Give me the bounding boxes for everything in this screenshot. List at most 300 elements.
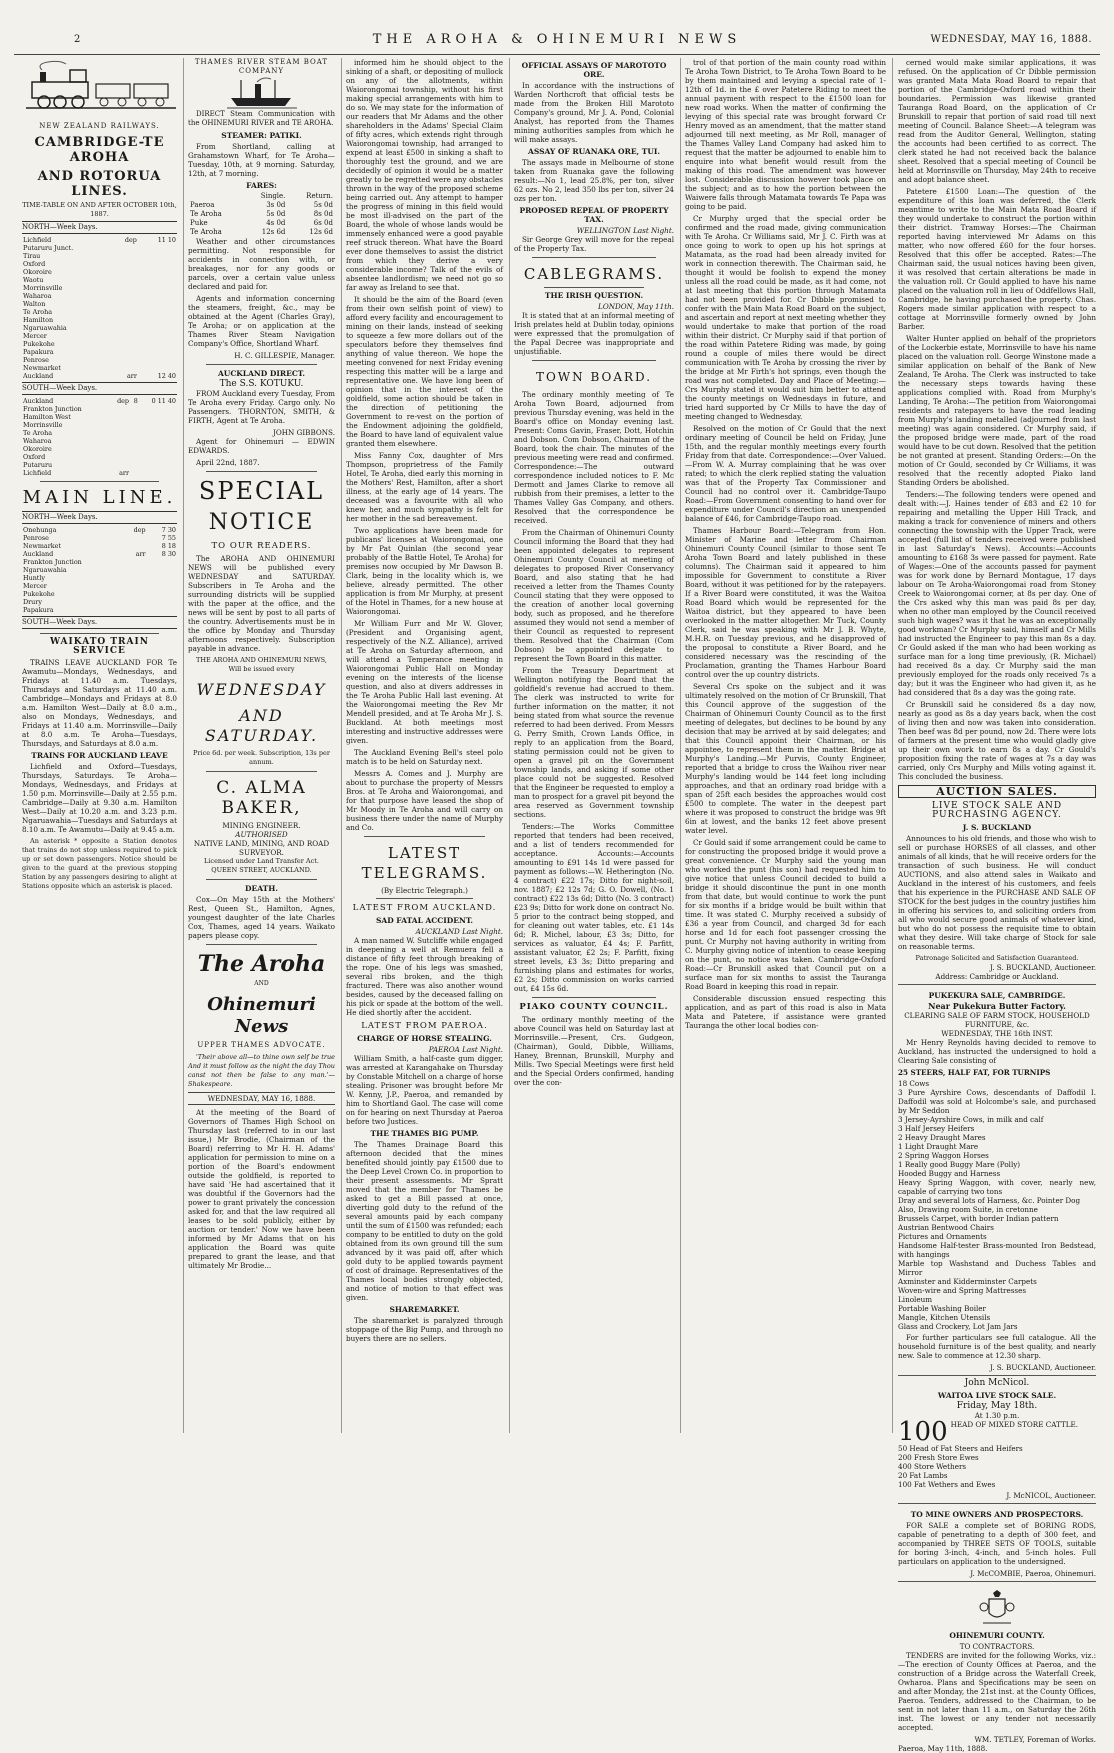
mine-owners-heading: TO MINE OWNERS AND PROSPECTORS. [910, 1510, 1084, 1519]
stock-item: 2 Spring Waggon Horses [898, 1151, 989, 1160]
leader-continued-2: It should be the aim of the Board (even from their own selfish point of view) to afford every facility and encouragement to mining on their lands, instead of seeking to squeeze a few more dollars out of the speculators before they themselves find anything of value thereon. We hope the meeting convened for next Friday evening respecting this matter will be a large and representative one. We have long been of opinion that in the interest of the goldfield, some action should be taken in the direction of petitioning the Government to re-vest on the portion of the Endowment adjoining the goldfield, the Board to have land of equivalent value granted them elsewhere. [346, 295, 503, 448]
piako-continued-6: Cr Gould said if some arrangement could be came to for constructing the proposed bridge it would prove a great convenience. Cr Murphy said the young man who worked the punt (his son) had requested him to give notice that unless Council decided to build a bridge it should discontinue the punt in one month from that date, but would continue to work the punt for six months if a bridge would be built within that time. It was stated C. Murphy received a subsidy of £36 a year from Council, and charged 3d for each horse and 1d for each foot passenger crossing the punt. Cr Murphy not having authority in writing from C. Murphy giving notice of intention to cease keeping on the punt, no notice was taken. Cambridge-Oxford Road:—Cr Brunskill asked that Council put on a surface man for six months to assist the Tauranga Road Board in keeping this road in repair. [685, 838, 886, 991]
table-cell [141, 284, 177, 292]
alma-baker-services: NATIVE LAND, MINING, AND ROAD SURVEYOR. [193, 839, 330, 857]
horse-stealing-text: William Smith, a half-caste gum digger, was arrested at Karangahake on Thursday by Constable Mitchell on a charge of horse stealing. Prisoner was brought before Mr W. Kenny, J.P., Paeroa, and remanded by him to Shortland Gaol. The case will come on for hearing on next Thursday at Paeroa before two Justices. [346, 1054, 503, 1126]
table-cell [150, 566, 177, 574]
table-cell [130, 421, 139, 429]
main-timetable-row [22, 558, 177, 566]
kotuku-text: FROM Auckland every Tuesday, From Te Aroha every Friday. Cargo only. No Passengers. THORNTON, SMITH, & FIRTH, Agent at Te Aroha. [188, 389, 335, 425]
table-cell: Papakura [23, 606, 54, 614]
piako-council-heading: PIAKO COUNTY COUNCIL. [519, 1002, 669, 1012]
stock-item: Axminster and Kidderminster Carpets [898, 1277, 1037, 1286]
south-timetable-row [22, 445, 177, 453]
north-timetable-row [22, 244, 177, 252]
table-cell [150, 558, 177, 566]
piako-continued-3: Resolved on the motion of Cr Gould that the next ordinary meeting of Council be held on Friday, June 15th, and the regular monthly meetings every fourth Friday from that date. Correspondence:—Over Valued.—From W. A. Murray complaining that he was over rated; to which the clerk replied stating the valuation was that of the Property Tax Commissioner and Council had no control over it. Cambridge-Taupo Road:—From Government consenting to hand over for expenditure under Council's direction an unexpended balance of £46, for Cambridge-Taupo road. [685, 424, 886, 523]
table-cell [110, 437, 130, 445]
page-number: 2 [74, 34, 81, 45]
piako-continued-5: Several Crs spoke on the subject and it was ultimately resolved on the motion of Cr Brunskill, That this Council approve of the suggestion of the Chairman of Ohinemuri County Council as to the first meeting of delegates, but declines to be bound by any decision that may be arrived at by said delegates; and that this Council appoint their Chairman, or his appointee, to represent them in the matter. Bridge at Murphy's Landing.—Mr Purvis, County Engineer, reported that a bridge to cross the Waihou river near Murphy's landing would be 144 feet long including approaches, and that an ordinary road bridge with a span of 25ft each besides the approaches would cost £500 to complete. The water in the deepest part where it was proposed to construct the bridge was 9ft 6in at lowest, and the banks 12 feet above present water level. [685, 682, 886, 835]
news-item-licenses: Two applications have been made for publicans' licenses at Waiorongomai, one by Mr Pat Quinlan (the second year probably of the Battle Hotel, Te Aroha) for premises now occupied by Mr Dawson B. Clark, being in the locality which is, we believe, already permitted. The other application is from Mr Murphy, at present of the Hotel in Thames, for a new house at Waiorongomai. [346, 526, 503, 616]
table-cell [141, 268, 177, 276]
piako-continued-b: Patetere £1500 Loan:—The question of the expenditure of this loan was deferred, the Clerk meantime to write to the Main Mata Road Board if they would undertake to construct the portion within their district. Tramway Horses:—The Chairman reported having interviewed Mr Adams on this matter, who now offered £60 for the four horses. Resolved that this offer be accepted. Rates:—The Chairman said, the usual notices having been given, it was resolved that certain alterations be made in the valuation roll. Cr Gould applied to have his name placed on the valuation roll in lieu of Oddfellows Hall, Cambridge, he having purchased the property. Chas. Rogers made similar application with respect to a cottage at Morrinsville formerly owned by John Barber. [898, 187, 1096, 331]
paper-logo-aroha: The Aroha [197, 951, 326, 977]
buckland-signature-2: J. S. BUCKLAND, Auctioneer. [989, 1363, 1096, 1372]
waikato-text: TRAINS LEAVE AUCKLAND FOR Te Awamutu—Mondays, Wednesdays, and Fridays at 11.40 a.m. Tuesdays, Thursdays and Saturdays at 11.40 a.m. Cambridge—Mondays and Fridays at 8.0 a.m. Hamilton West—Daily at 8.0 a.m., also on Mondays, Wednesdays, and Fridays at 11.40 a.m. Morrinsville—Daily at 8.0 a.m. Te Aroha—Tuesdays, Thursdays, and Saturdays at 8.0 a.m. [22, 658, 177, 748]
irish-question-heading: THE IRISH QUESTION. [544, 291, 644, 300]
auction-sales-heading: AUCTION SALES. [898, 785, 1096, 798]
table-cell: Auckland [23, 550, 54, 558]
north-timetable-row [22, 348, 177, 356]
leader-date: WEDNESDAY, MAY 16, 1888. [188, 1092, 335, 1105]
north-timetable-row [22, 236, 177, 244]
steamboat-subtitle: DIRECT Steam Communication with the OHINEMURI RIVER and TE AROHA. [188, 110, 335, 127]
newspaper-title: THE AROHA & OHINEMURI NEWS [372, 32, 742, 47]
table-cell: 7 55 [161, 534, 176, 542]
column-2 [188, 58, 342, 1433]
north-timetable-row [22, 252, 177, 260]
table-cell [130, 413, 139, 421]
north-timetable-row [22, 316, 177, 324]
buckland-text: Announces to his old friends, and those who wish to sell or purchase HORSES of all classes, and other animals of all kinds, that he will receive orders for the transaction of such business. He will conduct AUCTIONS, and also attend sales in Waikato and Auckland in the interest of his customers, and feels that his experience in the PURCHASE AND SALE OF STOCK for the best judges in the country justifies him in offering his services to, and soliciting orders from all who would secure good animals of whatever kind, but who do not possess the requisite time to obtain what they desire. Will take charge of Stock for sale on reasonable terms. [898, 834, 1097, 951]
table-cell [141, 356, 177, 364]
cattle-item: 400 Store Wethers [898, 1462, 967, 1471]
table-cell: 7 30 [161, 526, 176, 534]
stock-item: Linoleum [898, 1295, 933, 1304]
town-board-heading: TOWN BOARD. [535, 370, 653, 384]
table-cell: Auckland [23, 397, 54, 405]
table-cell: arr [126, 372, 137, 380]
saturday-heading: AND SATURDAY. [204, 706, 319, 745]
piako-continued-a: cerned would make similar applications, it was refused. On the application of Cr Dibble permission was granted Mata Mata Road Board to repair that portion of the Cambridge-Oxford road within their boundaries. Permission was likewise granted Tauranga Road Board, on the application of Cr Brunskill to repair that portion of said road till next meeting of Council. Balance Sheet:—A telegram was read from the Auditor General, Wellington, stating the accounts had been certified to as correct. The clerk stated he had not received back the balance sheet. Resolved that a special meeting of Council be held at Morrinsville on Thursday, May 24th to receive and adopt balance sheet. [898, 58, 1096, 184]
south-timetable-row [22, 421, 177, 429]
alma-baker-title: MINING ENGINEER. [222, 821, 301, 830]
horse-stealing-heading: CHARGE OF HORSE STEALING. [357, 1034, 492, 1043]
table-cell: Puke [190, 219, 208, 227]
coat-of-arms-icon [977, 1589, 1017, 1627]
table-cell [123, 582, 146, 590]
paeroa-dateline: PAEROA Last Night. [428, 1045, 503, 1054]
table-cell [139, 445, 177, 453]
table-cell: Lichfield [23, 469, 52, 477]
property-tax-text: Sir George Grey will move for the repeal of the Property Tax. [514, 235, 674, 253]
table-cell: 12 40 [157, 372, 176, 380]
alma-address: QUEEN STREET, AUCKLAND. [211, 866, 312, 874]
mccombie-signature: J. McCOMBIE, Paeroa, Ohinemuri. [970, 1569, 1096, 1578]
locomotive-icon [26, 60, 176, 116]
latest-from-auckland: LATEST FROM AUCKLAND. [352, 903, 497, 913]
table-cell [141, 308, 177, 316]
table-cell: Mercer [23, 582, 47, 590]
south-timetable-row [22, 469, 177, 477]
stock-item: Heavy Spring Waggon, with cover, nearly new, capable of carrying two tons [898, 1178, 1096, 1196]
ruanaka-assay-heading: ASSAY OF RUANAKA ORE, TUI. [528, 147, 660, 156]
table-cell: Waotu [23, 276, 44, 284]
north-timetable-row [22, 268, 177, 276]
stock-item: Dray and several lots of Harness, &c. Pointer Dog [898, 1196, 1081, 1205]
table-cell [141, 252, 177, 260]
news-item-alliance: Mr William Furr and Mr W. Glover, (President and Organising agent, respectively of the N.Z. Alliance), arrived at Te Aroha on Saturday afternoon, and will attend a Temperance meeting in Waiorongomai Public Hall on Monday evening on the interests of the license question, and also at divers addresses in the Te Aroha Public Hall last evening. At the Waiorongomai meeting the Rev Mr Mendell presided, and at Te Aroha Mr J. S. Buckland. At both meetings most interesting and instructive addresses were given. [346, 619, 503, 745]
table-cell: 3s 0d [266, 201, 286, 209]
table-cell [141, 348, 177, 356]
notice-heading: NOTICE [208, 510, 315, 535]
table-cell: Waharoa [23, 437, 52, 445]
auckland-trains-text: Lichfield and Oxford—Tuesdays, Thursdays, Saturdays. Te Aroha—Mondays, Wednesdays, and Fridays at 1.50 p.m. Morrinsville—Daily at 2.55 p.m. Cambridge—Daily at 9.30 a.m. Hamilton West—Daily at 10.20 a.m. and 3.23 p.m. Ngaruawahia—Tuesdays and Saturdays at 8.10 a.m. Te Awamutu—Daily at 9.45 a.m. [22, 762, 177, 834]
column-3 [346, 58, 510, 1433]
north-timetable-row [22, 300, 177, 308]
waikato-train-service-heading: WAIKATO TRAIN SERVICE [50, 637, 149, 656]
table-cell [130, 461, 139, 469]
weather-note: Weather and other circumstances permitting. Not responsible for accidents in connection with, or breakages, nor for any goods or parcels, over a certain value unless declared and paid for. [188, 237, 335, 291]
table-cell [139, 469, 177, 477]
price-note: Price 6d. per week. Subscription, 13s per annum. [193, 749, 330, 766]
mixed-store-cattle: HEAD OF MIXED STORE CATTLE. [950, 1420, 1079, 1429]
paper-motto: 'Their above all—to thine own self be true And it must follow as the night the day Thou canst not then be false to any man.'—Shakespeare. [188, 1053, 335, 1088]
table-cell [113, 308, 137, 316]
livestock-agency-heading: LIVE STOCK SALE AND PURCHASING AGENCY. [931, 801, 1063, 820]
stock-item: 3 Half Jersey Heifers [898, 1124, 975, 1133]
table-cell: Penrose [23, 356, 49, 364]
table-cell: Drury [23, 598, 42, 606]
south-week-days-header: SOUTH—Week Days. [22, 382, 177, 395]
stock-items-list [898, 1079, 1096, 1331]
column-5 [685, 58, 893, 1433]
mcnicol-signature: J. McNICOL, Auctioneer. [1006, 1491, 1096, 1500]
south-timetable-row [22, 437, 177, 445]
clearing-sale-heading: CLEARING SALE OF FARM STOCK, HOUSEHOLD FURNITURE, &c. [904, 1011, 1090, 1029]
agent-note: Agents and information concerning the steamers, freight, &c., may be obtained at the Agent (Charles Gray), Te Aroha; or on application at the Thames River Steam Navigation Company's Office, Shortland Wharf. [188, 294, 335, 348]
table-cell: Frankton Junction [23, 405, 82, 413]
table-cell [141, 292, 177, 300]
stock-item: Hooded Buggy and Harness [898, 1169, 1001, 1178]
table-cell: Penrose [23, 534, 49, 542]
tenders-text: TENDERS are invited for the following Works, viz.:—The erection of County Offices at Paeroa, and the construction of a Bridge across the Waterfall Creek, Owharoa. Plans and Specifications may be seen on and after Monday, the 21st inst. at the County Offices, Paeroa. Tenders, addressed to the Chairman, to be sent in not later than 11 a.m., on Saturday the 26th inst. The lowest or any tender not necessarily accepted. [898, 1651, 1097, 1732]
sharemarket-heading: SHAREMARKET. [389, 1305, 460, 1314]
north-timetable-row [22, 260, 177, 268]
table-cell: arr [135, 550, 146, 558]
stock-item: Marble top Washstand and Duchess Tables and Mirror [898, 1259, 1096, 1277]
property-tax-heading: PROPOSED REPEAL OF PROPERTY TAX. [519, 206, 669, 224]
table-cell: dep [124, 236, 137, 244]
cattle-items-list [898, 1444, 1096, 1489]
stock-item: Pictures and Ornaments [898, 1232, 987, 1241]
town-board-text-2: From the Chairman of Ohinemuri County Council informing the Board that they had been appointed delegates to represent Ohinemuri County Council at meeting of delegates to proposed River Conservancy Board, and also stating that he had received a letter from the Thames County Council stating that they were opposed to the creation of another local governing body, such as proposed, and he therefore assumed they would not send a member of their Council as requested to represent them. Resolved that the Chairman (Com Dobson) be appointed delegate to represent the Town Board in this matter. [514, 528, 674, 663]
table-cell: Oxford [23, 453, 46, 461]
trains-for-auckland-heading: TRAINS FOR AUCKLAND LEAVE [31, 751, 168, 760]
ohinemuri-county-heading: OHINEMURI COUNTY. [949, 1631, 1045, 1640]
leader-text: At the meeting of the Board of Governors of Thames High School on Thursday last (referred to in our last issue,) Mr Brodie, (Chairman of the Board) referring to Mr H. H. Adams' application for permission to mine on a portion of the Board's endowment outside the goldfield, is reported to have said 'He had ascertained that it was doubtful if the Governors had the power to grant privately the concession asked for, and that the law required all leases to be sold publicly, either by auction or tender.' Now we have been informed by Mr Adams that on his application the Board was quite prepared to grant the lease, and that ultimately Mr Brodie... [188, 1108, 335, 1270]
main-timetable-row [22, 574, 177, 582]
table-cell: Paeroa [190, 201, 215, 209]
north-timetable-row [22, 340, 177, 348]
agent-date: April 22nd, 1887. [196, 458, 260, 467]
table-cell [139, 437, 177, 445]
table-cell: Pukekohe [23, 590, 55, 598]
table-cell: Putaruru [23, 461, 53, 469]
fares-table: Single. Return. Paeroa 3s 0d 5s 0d Te Aroha 5s 0d 8s 0d Puke 4s 0d 6s 0d Te Aroha 12s 6d 12s 6d [190, 192, 333, 236]
table-cell: dep [133, 526, 146, 534]
boring-rods-text: FOR SALE a complete set of BORING RODS, capable of penetrating to a depth of 300 feet, and accompanied by THREE SETS OF TOOLS, suitable for boring 3-inch, 4-inch, and 5-inch holes. Full particulars on application to the undersigned. [898, 1521, 1096, 1566]
notice-text: The AROHA AND OHINEMURI NEWS will be published every WEDNESDAY and SATURDAY. Subscribers in Te Aroha and the surrounding districts will be supplied with the paper at the office, and the news will be sent by post to all parts of the country. Advertisements must be in the office by Monday and Thursday afternoons respectively. Subscription payable in advance. [188, 554, 335, 653]
table-cell [113, 260, 137, 268]
cablegrams-heading: CABLEGRAMS. [523, 265, 665, 283]
table-cell [141, 300, 177, 308]
table-cell: Onehunga [23, 526, 57, 534]
big-pump-text: The Thames Drainage Board this afternoon decided that the mines benefited should jointly pay £1500 due to the Deep Level Crown Co. in proportion to their present assessments. Mr Spratt moved that the member for Thames be asked to get a Bill passed at once, diverting gold duty to the refund of the several amounts paid by each company until the sum of £1500 was refunded; each company to be entitled to duty on the gold obtained from its own ground till the sum advanced by it was paid off, after which gold duty to be applied towards payment of cost of drainage. Representatives of the Thames local bodies strongly objected, and notice of motion to that effect was given. [346, 1140, 503, 1302]
table-cell: Walton [23, 300, 46, 308]
tetley-signature: WM. TETLEY, Foreman of Works. [974, 1735, 1096, 1744]
big-pump-heading: THE THAMES BIG PUMP. [370, 1129, 479, 1138]
south-timetable-row [22, 413, 177, 421]
steamer-icon [227, 76, 297, 110]
column-6 [898, 58, 1102, 1753]
table-cell [150, 598, 177, 606]
table-cell [130, 429, 139, 437]
table-cell [110, 445, 130, 453]
main-timetable-row [22, 598, 177, 606]
wednesday-heading: WEDNESDAY [196, 680, 327, 699]
south-timetable-row [22, 453, 177, 461]
table-cell: Tirau [23, 252, 41, 260]
ohinemuri-agent: Agent for Ohinemuri — EDWIN EDWARDS. [188, 437, 335, 455]
table-cell: 8 [133, 397, 138, 405]
table-cell: arr [119, 469, 130, 477]
table-cell: 6s 0d [313, 219, 333, 227]
butter-factory-line: Near Pukekura Butter Factory. [928, 1001, 1066, 1011]
table-cell [139, 413, 177, 421]
cattle-item: 100 Fat Wethers and Ewes [898, 1480, 996, 1489]
table-cell: Morrinsville [23, 284, 63, 292]
cattle-item: 50 Head of Fat Steers and Heifers [898, 1444, 1023, 1453]
town-board-text-3: From the Treasury Department at Wellington notifying the Board that the goldfield's revenue had accrued to them. The clerk was instructed to write for further information on the matter, it not being stated from what source the revenue referred to had been derived. From Messrs G. Perry Smith, Crown Lands Office, in reply to an application from the Board, stating permission could not be given to open a gravel pit on the Government township lands, and asking if some other place could not be suggested. Resolved that the Engineer be requested to employ a man to prospect for a gravel pit beyond the area reserved as Government township sections. [514, 666, 674, 819]
table-cell [110, 405, 130, 413]
table-cell [113, 324, 137, 332]
table-cell: Okoroire [23, 268, 52, 276]
stock-item: 3 Jersey-Ayrshire Cows, in milk and calf [898, 1115, 1044, 1124]
table-cell: Okoroire [23, 445, 52, 453]
table-cell [113, 268, 137, 276]
table-cell [141, 316, 177, 324]
piako-continued-4: Thames Harbour Board:—Telegram from Hon. Minister of Marine and letter from Chairman Ohinemuri County Council (similar to those sent Te Aroha Town Board and lately published in these columns). The Chairman said it appeared to him impossible for Government to constitute a River Board, without it was petitioned for by the ratepayers. If a River Board were constituted, it was the Waitoa Road Board which would be represented for the Waitoa district, but they appeared to have been overlooked in the matter altogether. Mr Tuck, County Clerk, said he was speaking with Mr J. B. Whyte, M.H.R. on Tuesday previous, and he disapproved of the proposal to constitute a River Board, and he considered necessary was the rescinding of the Proclamation, granting the Thames Harbour Board control over the up country districts. [685, 526, 886, 679]
table-cell [113, 292, 137, 300]
waitoa-sale-time: At 1.30 p.m. [974, 1411, 1020, 1420]
main-line-header: MAIN LINE. [22, 487, 177, 508]
telegrams-subhead: (By Electric Telegraph.) [381, 886, 468, 895]
south-timetable [22, 397, 177, 477]
north-timetable-row [22, 372, 177, 380]
table-cell: Te Aroha [23, 308, 53, 316]
stock-item: 3 Pure Ayrshire Cows, descendants of Daffodil I. Daffodil was sold at Holcombe's sale, and purchased by Mr Seddon [898, 1088, 1096, 1115]
mcnicol-name: John McNicol. [964, 1378, 1030, 1388]
table-cell [139, 461, 177, 469]
table-cell: 8 18 [161, 542, 176, 550]
main-timetable-row [22, 550, 177, 558]
table-cell [150, 574, 177, 582]
alma-baker-name: C. ALMA BAKER, [216, 778, 307, 818]
table-cell [123, 598, 146, 606]
column-4 [514, 58, 681, 1433]
table-cell [139, 429, 177, 437]
stock-item: Austrian Bentwood Chairs [898, 1223, 994, 1232]
table-cell: Newmarket [23, 542, 61, 550]
sad-accident-heading: SAD FATAL ACCIDENT. [375, 916, 474, 925]
published-line: THE AROHA AND OHINEMURI NEWS, [196, 656, 327, 664]
main-north-header: NORTH—Week Days. [22, 511, 177, 524]
table-cell [130, 453, 139, 461]
auckland-dateline: AUCKLAND Last Night. [415, 927, 503, 936]
main-timetable-row [22, 582, 177, 590]
table-cell: 5s 0d [313, 201, 333, 209]
south-timetable-row [22, 397, 177, 405]
town-board-text: The ordinary monthly meeting of Te Aroha Town Board, adjourned from previous Thursday evening, was held in the Board's office on Monday evening last. Present: Coms Gavin, Fraser, Dott, Hotchin and Dobson. Com Dobson, Chairman of the Board, took the chair. The minutes of the previous meeting were read and confirmed. Correspondence:—The outward correspondence included notices to F. Mc Dermott and James Clarke to remove all rubbish from their premises, a letter to the Thames Valley Gas Company, and others. Resolved that the correspondence be received. [514, 390, 674, 525]
table-cell: dep [117, 397, 130, 405]
north-timetable-row [22, 324, 177, 332]
table-cell [113, 316, 137, 324]
upper-thames-advocate: UPPER THAMES ADVOCATE. [197, 1041, 326, 1049]
table-cell [141, 332, 177, 340]
wellington-dateline: WELLINGTON Last Night. [576, 226, 674, 235]
cattle-item: 20 Fat Lambs [898, 1471, 948, 1480]
table-cell: Mercer [23, 332, 47, 340]
table-cell: Putaruru Junct. [23, 244, 74, 252]
table-cell: Te Aroha [23, 429, 53, 437]
paper-logo-ohinemuri: Ohinemuri News [207, 994, 316, 1037]
table-cell [139, 421, 177, 429]
piako-continued-c: Walter Hunter applied on behalf of the proprietors of the Lockerbie estate, Morrinsville to have his name placed on the valuation roll. George Winstone made a similar application on behalf of the Bank of New Zealand, Te Aroha. The Clerk was instructed to take the necessary steps towards having these applications complied with. Road from Murphy's Landing, Te Aroha:—The petition from Waiorongomai residents and ratepayers to have the road leading from Murphy's landing metalled (adjourned from last meeting) was again considered. Cr Murphy said, if the proposed bridge were made, part of the road would have to be cut down. Resolved that the petition be not granted at present. Standing Orders:—On the motion of Cr Gould, seconded by Cr Williams, it was resolved that the recently adopted Piako land Standing Orders be abolished. [898, 334, 1096, 487]
table-cell [113, 364, 137, 372]
north-timetable-row [22, 284, 177, 292]
north-timetable-row [22, 356, 177, 364]
table-cell: 8 30 [161, 550, 176, 558]
paper-logo-and: AND [254, 980, 269, 987]
waitoa-sale-heading: WAITOA LIVE STOCK SALE. [937, 1391, 1057, 1400]
kotuku-name: The S.S. KOTUKU. [219, 379, 304, 389]
table-cell [113, 340, 137, 348]
timetable-note: TIME-TABLE ON AND AFTER OCTOBER 10th, 1887. [22, 201, 177, 218]
piako-continued-2: Cr Murphy urged that the special order be confirmed and the road made, giving communication with Te Aroha. Cr Williams said, Mr J. C. Firth was at once going to work to open up his hot springs at Matamata, as the road had been already invited for work in connection therewith. The Chairman said, he thought it would be foolish to expend the money unless all the road could be made, as it had come, not at last meeting that this portion through Matamata had not been provided for. Cr Dibble promised to confer with the Main Mata Road Board on the subject, and ascertain and report at next meeting whether they would undertake to make that portion of the road within their district. Cr Murphy said if that portion of the road within Patetere Riding was made, by going round a couple of miles there would be direct communication with Te Aroha by crossing the river by the bridge at Mr Firth's hot springs, even though the road was not completed. Day and Place of Meeting:—Crs Murphy stated it would suit him better to attend the county meetings on Wednesdays in future, and tried hard supported by Cr Mills to have the day of meeting changed to Wednesday. [685, 214, 886, 421]
north-timetable-row [22, 308, 177, 316]
to-readers-heading: TO OUR READERS. [211, 541, 312, 551]
table-cell: 12s 6d [261, 228, 286, 236]
fare-row [188, 228, 335, 237]
steamboat-company-name: THAMES RIVER STEAM BOAT COMPANY [194, 58, 329, 75]
table-cell [123, 542, 146, 550]
marototo-assays-heading: OFFICIAL ASSAYS OF MAROTOTO ORE. [521, 61, 667, 79]
table-cell [141, 276, 177, 284]
asterisk-footnote: An asterisk * opposite a Station denotes that trains do not stop unless required to pick up or set down passengers. Notice should be given to the guard at the previous stopping Station by any passengers desiring to alight at Stations opposite which an asterisk is placed. [22, 837, 177, 890]
stock-item: Portable Washing Boiler [898, 1304, 986, 1313]
table-cell [123, 606, 146, 614]
main-timetable-row [22, 526, 177, 534]
tetley-date: Paeroa, May 11th, 1888. [898, 1744, 988, 1753]
stock-item: Glass and Crockery, Lot Jam Jars [898, 1322, 1018, 1331]
table-cell: Frankton Junction [23, 558, 82, 566]
stock-item: Handsome Half-tester Brass-mounted Iron Bedstead, with hangings [898, 1241, 1096, 1259]
table-cell: Hamilton [23, 316, 54, 324]
table-cell [150, 606, 177, 614]
stock-item: Woven-wire and Spring Mattresses [898, 1286, 1027, 1295]
table-cell [113, 348, 137, 356]
pukekura-sale-heading: PUKEKURA SALE, CAMBRIDGE. [928, 991, 1066, 1000]
railway-headline-1: CAMBRIDGE-TE AROHA [34, 135, 165, 165]
gillespie-signature: H. C. GILLESPIE, Manager. [234, 351, 335, 360]
table-cell [113, 276, 137, 284]
table-cell [110, 461, 130, 469]
fares-heading: FARES: [246, 181, 277, 190]
table-cell [141, 324, 177, 332]
sale-intro: Mr Henry Reynolds having decided to remove to Auckland, has instructed the undersigned to hold a Clearing Sale consisting of [898, 1038, 1096, 1065]
table-cell [139, 405, 177, 413]
table-cell [110, 453, 130, 461]
main-timetable-row [22, 606, 177, 614]
table-cell: Newmarket [23, 364, 61, 372]
railways-caption: NEW ZEALAND RAILWAYS. [39, 122, 160, 130]
alma-authorised: AUTHORISED [235, 830, 288, 839]
news-item-polo: The Auckland Evening Bell's steel polo match is to be held on Saturday next. [346, 748, 503, 766]
death-notice: Cox—On May 15th at the Mothers' Rest, Queen St., Hamilton, Agnes, youngest daughter of the late Charles Cox, Thames, aged 14 years. Waikato papers please copy. [188, 895, 335, 940]
news-item-murphy: Messrs A. Comes and J. Murphy are about to purchase the property of Messrs Bros. at Te Aroha and Waiorongomai, and for that purpose have leased the shop of Mr Moody in Te Aroha and will carry on business there under the name of Murphy and Co. [346, 769, 503, 832]
latest-from-paeroa: LATEST FROM PAEROA. [361, 1021, 488, 1031]
leader-continued: informed him he should object to the sinking of a shaft, or depositing of mullock on any of the allotments, within Waiorongomai township, without his first making special arrangements with him to do so. We may state for the information of our readers that Mr Adams and the other shareholders in the Adams' Special Claim of fifty acres, which extends right through Waiorongomai township, had arranged to expend at least £500 in sinking a shaft to thoroughly test the ground, and we are decidedly of opinion it would be a matter greatly to be regretted were any obstacles thrown in the way of the proposed scheme being carried out. Any attempt to hamper the progress of mining in this field would be most ill-advised on the part of the Board, the whole of whose lands would be immensely enhanced were a good payable reef struck thereon. What have the Board ever done themselves to assist the district from which they derive a very considerable income? Talk of the evils of absentee landlordism; we need not go so far away as Ireland to see that. [346, 58, 503, 292]
masthead [14, 30, 1100, 55]
table-cell: 12s 6d [309, 228, 333, 236]
south-timetable-row [22, 461, 177, 469]
south-timetable-row [22, 429, 177, 437]
north-timetable-row [22, 332, 177, 340]
table-cell: Morrinsville [23, 421, 63, 429]
stock-item: 1 Really good Buggy Mare (Polly) [898, 1160, 1021, 1169]
table-cell [123, 558, 146, 566]
railway-headline-2: AND ROTORUA LINES. [37, 169, 162, 199]
steamer-heading: STEAMER: PATIKI. [221, 131, 302, 140]
waitoa-sale-date: Friday, May 18th. [956, 1401, 1038, 1411]
north-timetable-row [22, 292, 177, 300]
table-cell [123, 534, 146, 542]
piako-continued-d: Tenders:—The following tenders were opened and dealt with:—J. Haines tender of £83 and £2 10 for repairing and metalling the Upper Hill Track, and making a track for convenience of miners and others connecting the township with the Upper Track, were accepted (full list of tenders received were published in last Saturday's News). Accounts:—Accounts amounting to £168 3s were passed for payment. Rate of Wages:—One of the accounts passed for payment was for work done by Bernard Montague, 17 days labour on Te Aroha-Waiorongomai road from Stoney Creek to Waiorongomai corner, at 8s per day. One of the Crs asked why this man was paid 8s per day, when no other man employed by the Council received such high wages? was it that he was an exceptionally good workman? Cr Murphy said, himself and Cr Mills had instructed the Engineer to pay this man 8s a day. Cr Gould asked if the man who had been working as surface man for a long time previously, (R. Michael) had received 8s a day. Cr Murphy said the man previously employed for the roads only received 7s a day; but it was the Engineer who had given it, as he had considered that 8s a day was the going rate. [898, 490, 1096, 697]
table-cell [130, 445, 139, 453]
table-cell: Papakura [23, 348, 54, 356]
london-dateline: LONDON, May 11th. [598, 302, 674, 311]
accident-text: A man named W. Sutcliffe while engaged in deepening a well at Remuera fell a distance of fifty feet through breaking of the rope. One of his legs was smashed, several ribs broken, and the thigh fractured. There was also another wound besides, caused by the deceased falling on his pick or spade at the bottom of the well. He died shortly after the accident. [346, 936, 503, 1017]
buckland-name: J. S. BUCKLAND [962, 823, 1032, 832]
stock-item: 1 Light Draught Mare [898, 1142, 979, 1151]
table-cell: Hamilton West [23, 413, 71, 421]
town-board-text-4: Tenders:—The Works Committee reported that tenders had been received, and a list of tenders recommended for acceptance. Accounts:—Accounts amounting to £91 14s 1d were passed for payment as follows:—W. Hetherington (No. 4 contract) £22 17s; Ditto for night-soil, nov. 1887; £2 12s 7d; G. O. Dowell, (No. 1 contract) £22 13s 6d; Ditto (No. 3 contract) £23 9s; Ditto for work done on contract No. 5 prior to the contract being stopped, and for cleaning out water tables, etc. £1 14s 6d; R. Michel, labour, £3 3s; Ditto, for services as valuator, £4 4s; F. Parfitt, assistant valuator, £2 2s; F. Parfitt, fixing street levels, £3 3s; Ditto preparing and furnishing plans and estimates for works, £2 2s; Ditto commission on works carried out, £4 15s 6d. [514, 822, 674, 993]
table-cell [113, 244, 137, 252]
hundred-head-number: 100 [898, 1417, 948, 1447]
table-cell: Waharoa [23, 292, 52, 300]
table-cell: Pukekohe [23, 340, 55, 348]
steamer-schedule: From Shortland, calling at Grahamstown Wharf, for Te Aroha— Tuesday, 10th, at 9 morning. Saturday, 12th, at 7 morning. [188, 142, 335, 178]
table-cell: Te Aroha [190, 228, 222, 236]
published-sub: Will be issued every [228, 665, 295, 673]
piako-continued-1: trol of that portion of the main county road within Te Aroha Town District, to Te Aroha Town Board to be by them maintained and levying a special rate of 1-12th of 1d. in the £ over Patetere Riding to meet the annual payment with respect to the £1500 loan for new road works. When the matter of confirming the levying of this special rate was brought forward Cr Henry moved as an amendment, that the matter stand adjourned till next meeting, as Mr Roll, manager of the Thames Valley Land Company had asked him to request that the matter be adjourned to enable him to enquire into what benefit would result from the making of this road. The amendment was however lost. Considerable discussion however took place on the subject; and as to how the portion between the Waiwere falls through Matamata towards Te Papa was going to be paid. [685, 58, 886, 211]
stock-item: Mangle, Kitchen Utensils [898, 1313, 991, 1322]
auckland-direct-heading: AUCKLAND DIRECT. [217, 369, 306, 378]
catalogue-note: For further particulars see full catalogue. All the household furniture is of the best quality, and nearly new. Sale to commence at 12.30 sharp. [898, 1333, 1096, 1360]
column-1 [22, 58, 184, 1433]
issue-date: WEDNESDAY, MAY 16, 1888. [930, 34, 1092, 45]
alma-licensed: Licensed under Land Transfer Act. [204, 857, 319, 865]
special-heading: SPECIAL [198, 477, 325, 505]
south-timetable-row [22, 405, 177, 413]
table-cell: Ngaruawahia [23, 324, 67, 332]
table-cell [130, 437, 139, 445]
main-timetable-row [22, 542, 177, 550]
buckland-motto: Patronage Solicited and Satisfaction Guaranteed. [915, 954, 1079, 962]
table-cell: Oxford [23, 260, 46, 268]
table-cell: 4s 0d [266, 219, 286, 227]
